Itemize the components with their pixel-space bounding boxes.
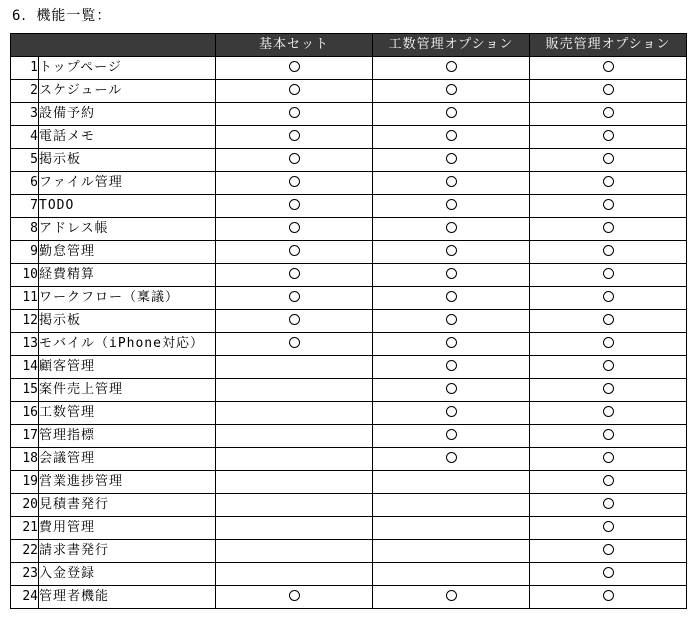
availability-cell xyxy=(373,80,530,103)
feature-name: 掲示板 xyxy=(39,310,216,333)
table-row xyxy=(11,540,687,563)
feature-name: 会議管理 xyxy=(39,448,216,471)
circle-mark-icon xyxy=(603,176,614,187)
circle-mark-icon xyxy=(603,314,614,325)
row-number: 11 xyxy=(11,287,39,310)
availability-cell xyxy=(530,471,687,494)
circle-mark-icon xyxy=(289,199,300,210)
availability-cell xyxy=(216,448,373,471)
availability-cell xyxy=(530,563,687,586)
row-number: 13 xyxy=(11,333,39,356)
availability-cell xyxy=(373,379,530,402)
header-row xyxy=(11,34,687,57)
feature-name: 顧客管理 xyxy=(39,356,216,379)
row-number: 17 xyxy=(11,425,39,448)
table-row xyxy=(11,287,687,310)
feature-name: TODO xyxy=(39,195,216,218)
row-number: 10 xyxy=(11,264,39,287)
feature-name: ワークフロー（稟議） xyxy=(39,287,216,310)
availability-cell xyxy=(373,241,530,264)
availability-cell xyxy=(373,126,530,149)
availability-cell xyxy=(530,310,687,333)
circle-mark-icon xyxy=(446,130,457,141)
circle-mark-icon xyxy=(289,268,300,279)
feature-name: 工数管理 xyxy=(39,402,216,425)
circle-mark-icon xyxy=(603,337,614,348)
circle-mark-icon xyxy=(446,360,457,371)
row-number: 19 xyxy=(11,471,39,494)
feature-name: 経費精算 xyxy=(39,264,216,287)
availability-cell xyxy=(530,287,687,310)
availability-cell xyxy=(373,356,530,379)
availability-cell xyxy=(530,586,687,609)
table-row xyxy=(11,356,687,379)
circle-mark-icon xyxy=(289,337,300,348)
circle-mark-icon xyxy=(446,84,457,95)
availability-cell xyxy=(216,218,373,241)
circle-mark-icon xyxy=(446,268,457,279)
header-man-hour-option: 工数管理オプション xyxy=(373,34,530,57)
table-row xyxy=(11,195,687,218)
table-row xyxy=(11,103,687,126)
circle-mark-icon xyxy=(289,291,300,302)
circle-mark-icon xyxy=(289,590,300,601)
feature-name: モバイル（iPhone対応） xyxy=(39,333,216,356)
availability-cell xyxy=(373,517,530,540)
availability-cell xyxy=(216,356,373,379)
circle-mark-icon xyxy=(289,84,300,95)
circle-mark-icon xyxy=(603,61,614,72)
row-number: 5 xyxy=(11,149,39,172)
availability-cell xyxy=(530,333,687,356)
feature-name: 請求書発行 xyxy=(39,540,216,563)
row-number: 21 xyxy=(11,517,39,540)
availability-cell xyxy=(216,425,373,448)
circle-mark-icon xyxy=(603,222,614,233)
availability-cell xyxy=(216,241,373,264)
circle-mark-icon xyxy=(446,107,457,118)
availability-cell xyxy=(530,494,687,517)
table-body xyxy=(11,57,687,609)
table-row xyxy=(11,149,687,172)
table-row xyxy=(11,57,687,80)
feature-name: アドレス帳 xyxy=(39,218,216,241)
circle-mark-icon xyxy=(289,130,300,141)
circle-mark-icon xyxy=(446,61,457,72)
availability-cell xyxy=(530,57,687,80)
feature-name: 電話メモ xyxy=(39,126,216,149)
feature-name: 勤怠管理 xyxy=(39,241,216,264)
availability-cell xyxy=(373,218,530,241)
row-number: 1 xyxy=(11,57,39,80)
circle-mark-icon xyxy=(603,590,614,601)
row-number: 14 xyxy=(11,356,39,379)
row-number: 2 xyxy=(11,80,39,103)
circle-mark-icon xyxy=(446,452,457,463)
availability-cell xyxy=(216,402,373,425)
circle-mark-icon xyxy=(446,314,457,325)
row-number: 22 xyxy=(11,540,39,563)
availability-cell xyxy=(373,448,530,471)
availability-cell xyxy=(216,149,373,172)
availability-cell xyxy=(216,80,373,103)
circle-mark-icon xyxy=(289,176,300,187)
circle-mark-icon xyxy=(603,383,614,394)
availability-cell xyxy=(373,425,530,448)
circle-mark-icon xyxy=(603,429,614,440)
availability-cell xyxy=(530,172,687,195)
feature-name: スケジュール xyxy=(39,80,216,103)
circle-mark-icon xyxy=(289,245,300,256)
circle-mark-icon xyxy=(289,61,300,72)
circle-mark-icon xyxy=(603,475,614,486)
availability-cell xyxy=(373,540,530,563)
availability-cell xyxy=(373,563,530,586)
circle-mark-icon xyxy=(446,406,457,417)
availability-cell xyxy=(216,264,373,287)
circle-mark-icon xyxy=(603,268,614,279)
circle-mark-icon xyxy=(603,199,614,210)
availability-cell xyxy=(373,264,530,287)
table-row xyxy=(11,310,687,333)
table-row xyxy=(11,264,687,287)
availability-cell xyxy=(530,540,687,563)
availability-cell xyxy=(530,103,687,126)
row-number: 7 xyxy=(11,195,39,218)
availability-cell xyxy=(216,172,373,195)
availability-cell xyxy=(373,310,530,333)
availability-cell xyxy=(530,195,687,218)
header-basic-set: 基本セット xyxy=(216,34,373,57)
availability-cell xyxy=(216,586,373,609)
circle-mark-icon xyxy=(446,590,457,601)
availability-cell xyxy=(373,471,530,494)
availability-cell xyxy=(216,517,373,540)
circle-mark-icon xyxy=(289,222,300,233)
feature-name: 案件売上管理 xyxy=(39,379,216,402)
table-row xyxy=(11,241,687,264)
circle-mark-icon xyxy=(446,291,457,302)
availability-cell xyxy=(216,379,373,402)
feature-name: 見積書発行 xyxy=(39,494,216,517)
availability-cell xyxy=(216,540,373,563)
availability-cell xyxy=(373,287,530,310)
circle-mark-icon xyxy=(446,153,457,164)
circle-mark-icon xyxy=(603,360,614,371)
table-row xyxy=(11,586,687,609)
circle-mark-icon xyxy=(603,544,614,555)
circle-mark-icon xyxy=(603,245,614,256)
header-sales-option: 販売管理オプション xyxy=(530,34,687,57)
circle-mark-icon xyxy=(446,222,457,233)
availability-cell xyxy=(373,402,530,425)
availability-cell xyxy=(216,126,373,149)
table-row xyxy=(11,333,687,356)
table-row xyxy=(11,218,687,241)
table-row xyxy=(11,172,687,195)
row-number: 9 xyxy=(11,241,39,264)
availability-cell xyxy=(530,264,687,287)
section-heading: 6．機能一覧： xyxy=(12,8,112,24)
circle-mark-icon xyxy=(446,429,457,440)
feature-name: 管理者機能 xyxy=(39,586,216,609)
circle-mark-icon xyxy=(446,383,457,394)
availability-cell xyxy=(373,195,530,218)
availability-cell xyxy=(373,586,530,609)
circle-mark-icon xyxy=(603,452,614,463)
circle-mark-icon xyxy=(603,130,614,141)
row-number: 18 xyxy=(11,448,39,471)
row-number: 8 xyxy=(11,218,39,241)
circle-mark-icon xyxy=(603,498,614,509)
table-row xyxy=(11,448,687,471)
table-row xyxy=(11,517,687,540)
feature-name: 管理指標 xyxy=(39,425,216,448)
feature-name: 営業進捗管理 xyxy=(39,471,216,494)
row-number: 15 xyxy=(11,379,39,402)
table-row xyxy=(11,379,687,402)
availability-cell xyxy=(216,287,373,310)
circle-mark-icon xyxy=(603,291,614,302)
availability-cell xyxy=(216,57,373,80)
row-number: 6 xyxy=(11,172,39,195)
availability-cell xyxy=(530,80,687,103)
circle-mark-icon xyxy=(289,107,300,118)
row-number: 24 xyxy=(11,586,39,609)
availability-cell xyxy=(216,563,373,586)
circle-mark-icon xyxy=(603,567,614,578)
circle-mark-icon xyxy=(446,199,457,210)
availability-cell xyxy=(216,333,373,356)
availability-cell xyxy=(530,218,687,241)
availability-cell xyxy=(530,126,687,149)
feature-name: 入金登録 xyxy=(39,563,216,586)
availability-cell xyxy=(216,103,373,126)
availability-cell xyxy=(373,103,530,126)
table-row xyxy=(11,126,687,149)
availability-cell xyxy=(530,149,687,172)
availability-cell xyxy=(373,494,530,517)
table-row xyxy=(11,563,687,586)
table-row xyxy=(11,425,687,448)
feature-name: ファイル管理 xyxy=(39,172,216,195)
table-row xyxy=(11,80,687,103)
availability-cell xyxy=(216,471,373,494)
availability-cell xyxy=(216,195,373,218)
circle-mark-icon xyxy=(289,314,300,325)
table-row xyxy=(11,471,687,494)
feature-table xyxy=(10,33,687,609)
availability-cell xyxy=(530,379,687,402)
circle-mark-icon xyxy=(446,176,457,187)
feature-name: 費用管理 xyxy=(39,517,216,540)
row-number: 20 xyxy=(11,494,39,517)
availability-cell xyxy=(216,310,373,333)
feature-name: 設備予約 xyxy=(39,103,216,126)
availability-cell xyxy=(530,517,687,540)
table-row xyxy=(11,494,687,517)
availability-cell xyxy=(216,494,373,517)
availability-cell xyxy=(373,149,530,172)
circle-mark-icon xyxy=(603,84,614,95)
availability-cell xyxy=(530,425,687,448)
availability-cell xyxy=(373,172,530,195)
header-feature xyxy=(11,34,216,57)
availability-cell xyxy=(530,241,687,264)
availability-cell xyxy=(530,356,687,379)
row-number: 23 xyxy=(11,563,39,586)
circle-mark-icon xyxy=(289,153,300,164)
circle-mark-icon xyxy=(446,337,457,348)
feature-name: 掲示板 xyxy=(39,149,216,172)
circle-mark-icon xyxy=(603,107,614,118)
availability-cell xyxy=(373,333,530,356)
table-row xyxy=(11,402,687,425)
row-number: 4 xyxy=(11,126,39,149)
availability-cell xyxy=(530,402,687,425)
row-number: 16 xyxy=(11,402,39,425)
circle-mark-icon xyxy=(603,521,614,532)
circle-mark-icon xyxy=(603,153,614,164)
circle-mark-icon xyxy=(603,406,614,417)
circle-mark-icon xyxy=(446,245,457,256)
row-number: 3 xyxy=(11,103,39,126)
availability-cell xyxy=(530,448,687,471)
feature-name: トップページ xyxy=(39,57,216,80)
availability-cell xyxy=(373,57,530,80)
row-number: 12 xyxy=(11,310,39,333)
